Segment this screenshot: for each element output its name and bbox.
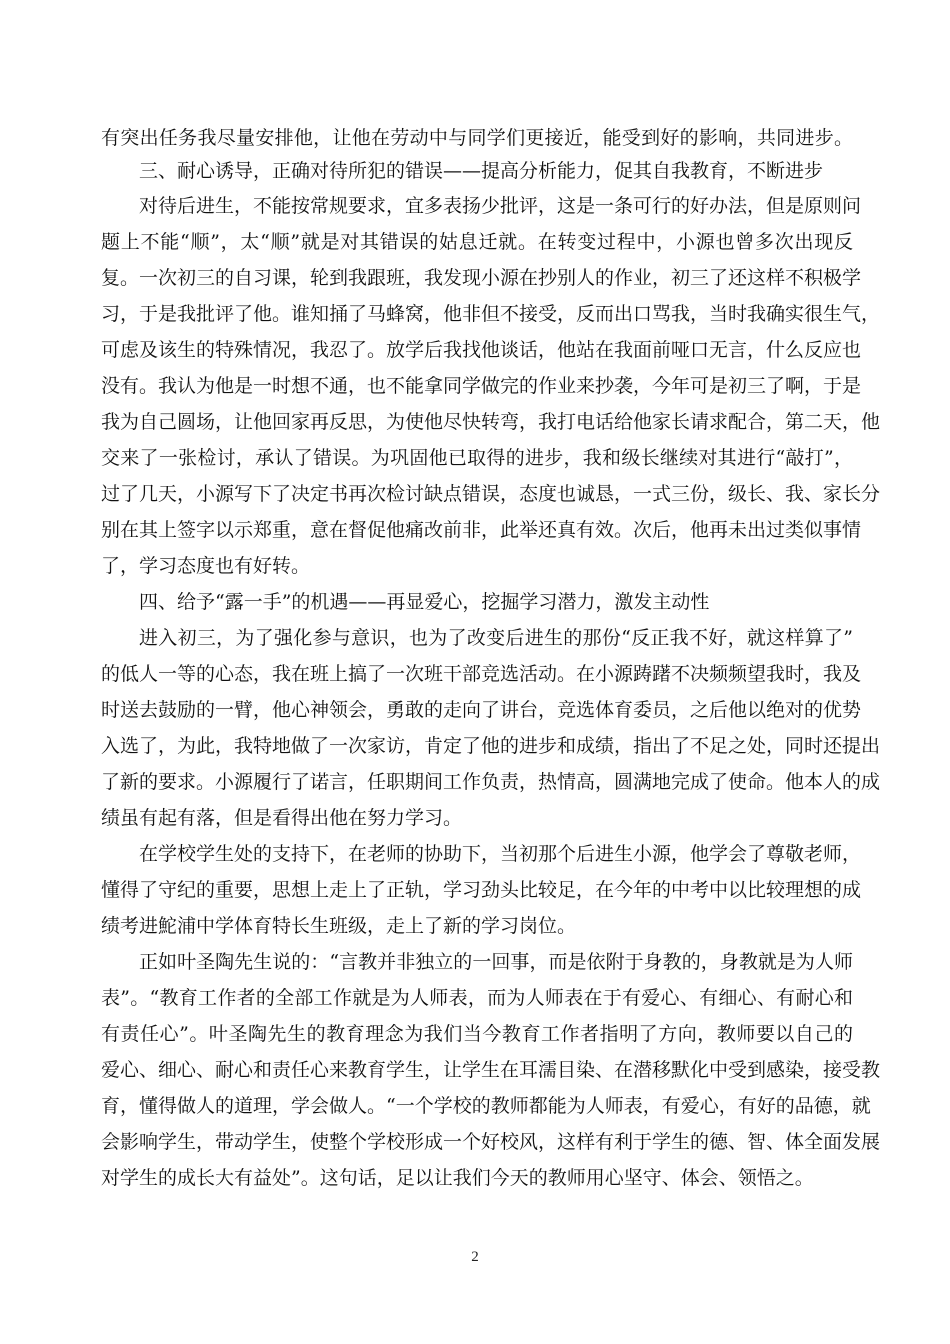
text-line: 会影响学生，带动学生，使整个学校形成一个好校风，这样有利于学生的德、智、体全面发展 [101, 1131, 881, 1153]
text-line: 了，学习态度也有好转。 [101, 555, 311, 577]
text-line: 的低人一等的心态，我在班上搞了一次班干部竞选活动。在小源踌躇不决频频望我时，我及 [101, 663, 862, 685]
text-line: 绩虽有起有落，但是看得出他在努力学习。 [101, 807, 463, 829]
text-line: 育，懂得做人的道理，学会做人。“一个学校的教师都能为人师表，有爱心，有好的品德，就 [101, 1095, 871, 1117]
text-line: 有责任心”。叶圣陶先生的教育理念为我们当今教育工作者指明了方向，教师要以自己的 [101, 1023, 853, 1045]
text-line: 进入初三，为了强化参与意识，也为了改变后进生的那份“反正我不好，就这样算了” [139, 627, 853, 649]
text-line: 时送去鼓励的一臂，他心神领会，勇敢的走向了讲台，竞选体育委员，之后他以绝对的优势 [101, 699, 862, 721]
text-line: 表”。“教育工作者的全部工作就是为人师表，而为人师表在于有爱心、有细心、有耐心和 [101, 987, 853, 1009]
text-line: 题上不能“顺”，太“顺”就是对其错误的姑息迁就。在转变过程中，小源也曾多次出现反 [101, 231, 853, 253]
text-line: 懂得了守纪的重要，思想上走上了正轨，学习劲头比较足，在今年的中考中以比较理想的成 [101, 879, 862, 901]
text-line: 我为自己圆场，让他回家再反思，为使他尽快转弯，我打电话给他家长请求配合，第二天，他 [101, 411, 881, 433]
section-heading: 三、耐心诱导，正确对待所犯的错误——提高分析能力，促其自我教育，不断进步 [139, 160, 824, 182]
text-line: 可虑及该生的特殊情况，我忍了。放学后我找他谈话，他站在我面前哑口无言，什么反应也 [101, 339, 862, 361]
text-line: 过了几天，小源写下了决定书再次检讨缺点错误，态度也诚恳，一式三份，级长、我、家长分 [101, 483, 881, 505]
text-line: 对待后进生，不能按常规要求，宜多表扬少批评，这是一条可行的好办法，但是原则问 [139, 195, 862, 217]
page-number: 2 [471, 1249, 479, 1265]
text-line: 在学校学生处的支持下，在老师的协助下，当初那个后进生小源，他学会了尊敬老师， [139, 843, 862, 865]
text-line: 习，于是我批评了他。谁知捅了马蜂窝，他非但不接受，反而出口骂我，当时我确实很生气， [101, 303, 881, 325]
text-line: 别在其上签字以示郑重，意在督促他痛改前非，此举还真有效。次后，他再未出过类似事情 [101, 519, 862, 541]
text-line: 对学生的成长大有益处”。这句话，足以让我们今天的教师用心坚守、体会、领悟之。 [101, 1167, 814, 1189]
text-line: 爱心、细心、耐心和责任心来教育学生，让学生在耳濡目染、在潜移默化中受到感染，接受教 [101, 1059, 881, 1081]
text-line: 复。一次初三的自习课，轮到我跟班，我发现小源在抄别人的作业，初三了还这样不积极学 [101, 267, 862, 289]
text-line: 绩考进鮀浦中学体育特长生班级，走上了新的学习岗位。 [101, 915, 577, 937]
section-heading: 四、给予“露一手”的机遇——再显爱心，挖掘学习潜力，激发主动性 [139, 591, 710, 613]
text-line: 了新的要求。小源履行了诺言，任职期间工作负责，热情高，圆满地完成了使命。他本人的成 [101, 771, 881, 793]
text-line: 有突出任务我尽量安排他，让他在劳动中与同学们更接近，能受到好的影响，共同进步。 [101, 127, 853, 149]
text-line: 交来了一张检讨，承认了错误。为巩固他已取得的进步，我和级长继续对其进行“敲打”， [101, 447, 853, 469]
text-line: 没有。我认为他是一时想不通，也不能拿同学做完的作业来抄袭，今年可是初三了啊，于是 [101, 375, 862, 397]
text-line: 入选了，为此，我特地做了一次家访，肯定了他的进步和成绩，指出了不足之处，同时还提出 [101, 735, 881, 757]
text-line: 正如叶圣陶先生说的：“言教并非独立的一回事，而是依附于身教的，身教就是为人师 [139, 951, 853, 973]
